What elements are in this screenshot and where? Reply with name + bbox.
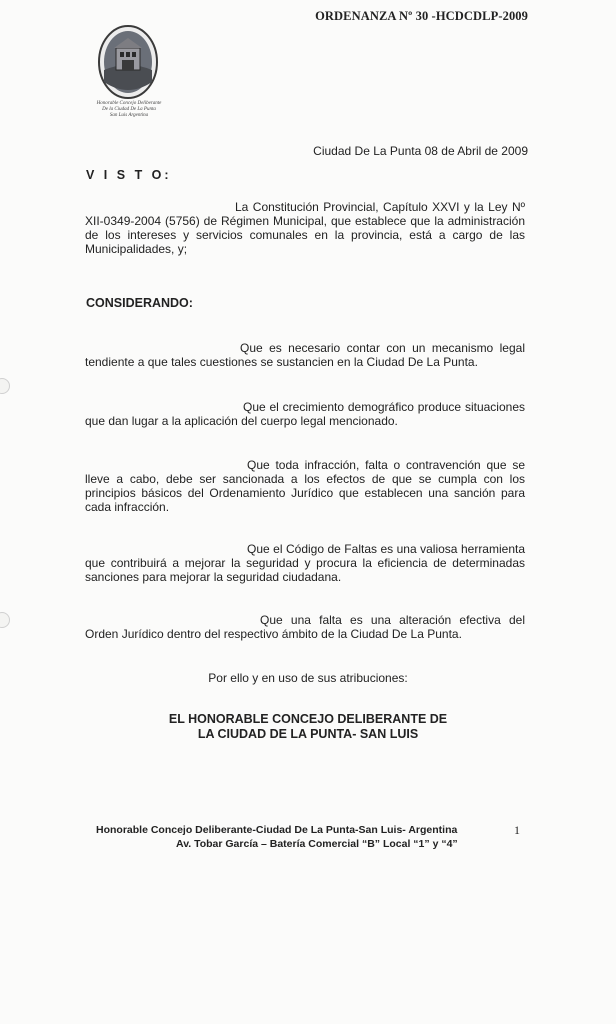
document-footer: Honorable Concejo Deliberante-Ciudad De La Punta-San Luis- Argentina Av. Tobar García – Batería Comercial “B” Local “1” y “4” — [96, 824, 458, 850]
considerando-item: Que una falta es una alteración efectiva del Orden Jurídico dentro del respectivo ámbito de la Ciudad De La Punta. — [85, 613, 525, 641]
considerando-heading: CONSIDERANDO: — [86, 296, 193, 310]
page-number: 1 — [514, 823, 520, 837]
considerando-item: Que toda infracción, falta o contravención que se lleve a cabo, debe ser sancionada a los efectos de que se cumpla con los principios básicos del Ordenamiento Jurídico que establecen una sanción para cada infracción. — [85, 458, 525, 514]
council-seal-icon — [92, 22, 164, 104]
visto-paragraph: La Constitución Provincial, Capítulo XXVI y la Ley Nº XII-0349-2004 (5756) de Régimen Municipal, que establece que la administración de los intereses y servicios comunales en la provincia, está a cargo de las Municipalidades, y; — [85, 200, 525, 256]
seal-caption: Honorable Concejo Deliberante De la Ciudad De La Punta San Luis Argentina — [96, 101, 162, 118]
por-ello-line: Por ello y en uso de sus atribuciones: — [208, 671, 408, 685]
considerando-item: Que es necesario contar con un mecanismo legal tendiente a que tales cuestiones se sustancien en la Ciudad De La Punta. — [85, 341, 525, 369]
punch-hole — [0, 612, 10, 628]
document-date: Ciudad De La Punta 08 de Abril de 2009 — [313, 144, 528, 158]
concejo-heading: EL HONORABLE CONCEJO DELIBERANTE DE LA CIUDAD DE LA PUNTA- SAN LUIS — [168, 712, 448, 741]
punch-hole — [0, 378, 10, 394]
considerando-item: Que el crecimiento demográfico produce situaciones que dan lugar a la aplicación del cuerpo legal mencionado. — [85, 400, 525, 428]
visto-heading: V I S T O: — [86, 168, 172, 182]
ordinance-title: ORDENANZA Nº 30 -HCDCDLP-2009 — [315, 9, 528, 23]
considerando-item: Que el Código de Faltas es una valiosa herramienta que contribuirá a mejorar la seguridad y procura la eficiencia de determinadas sanciones para mejorar la seguridad ciudadana. — [85, 542, 525, 584]
